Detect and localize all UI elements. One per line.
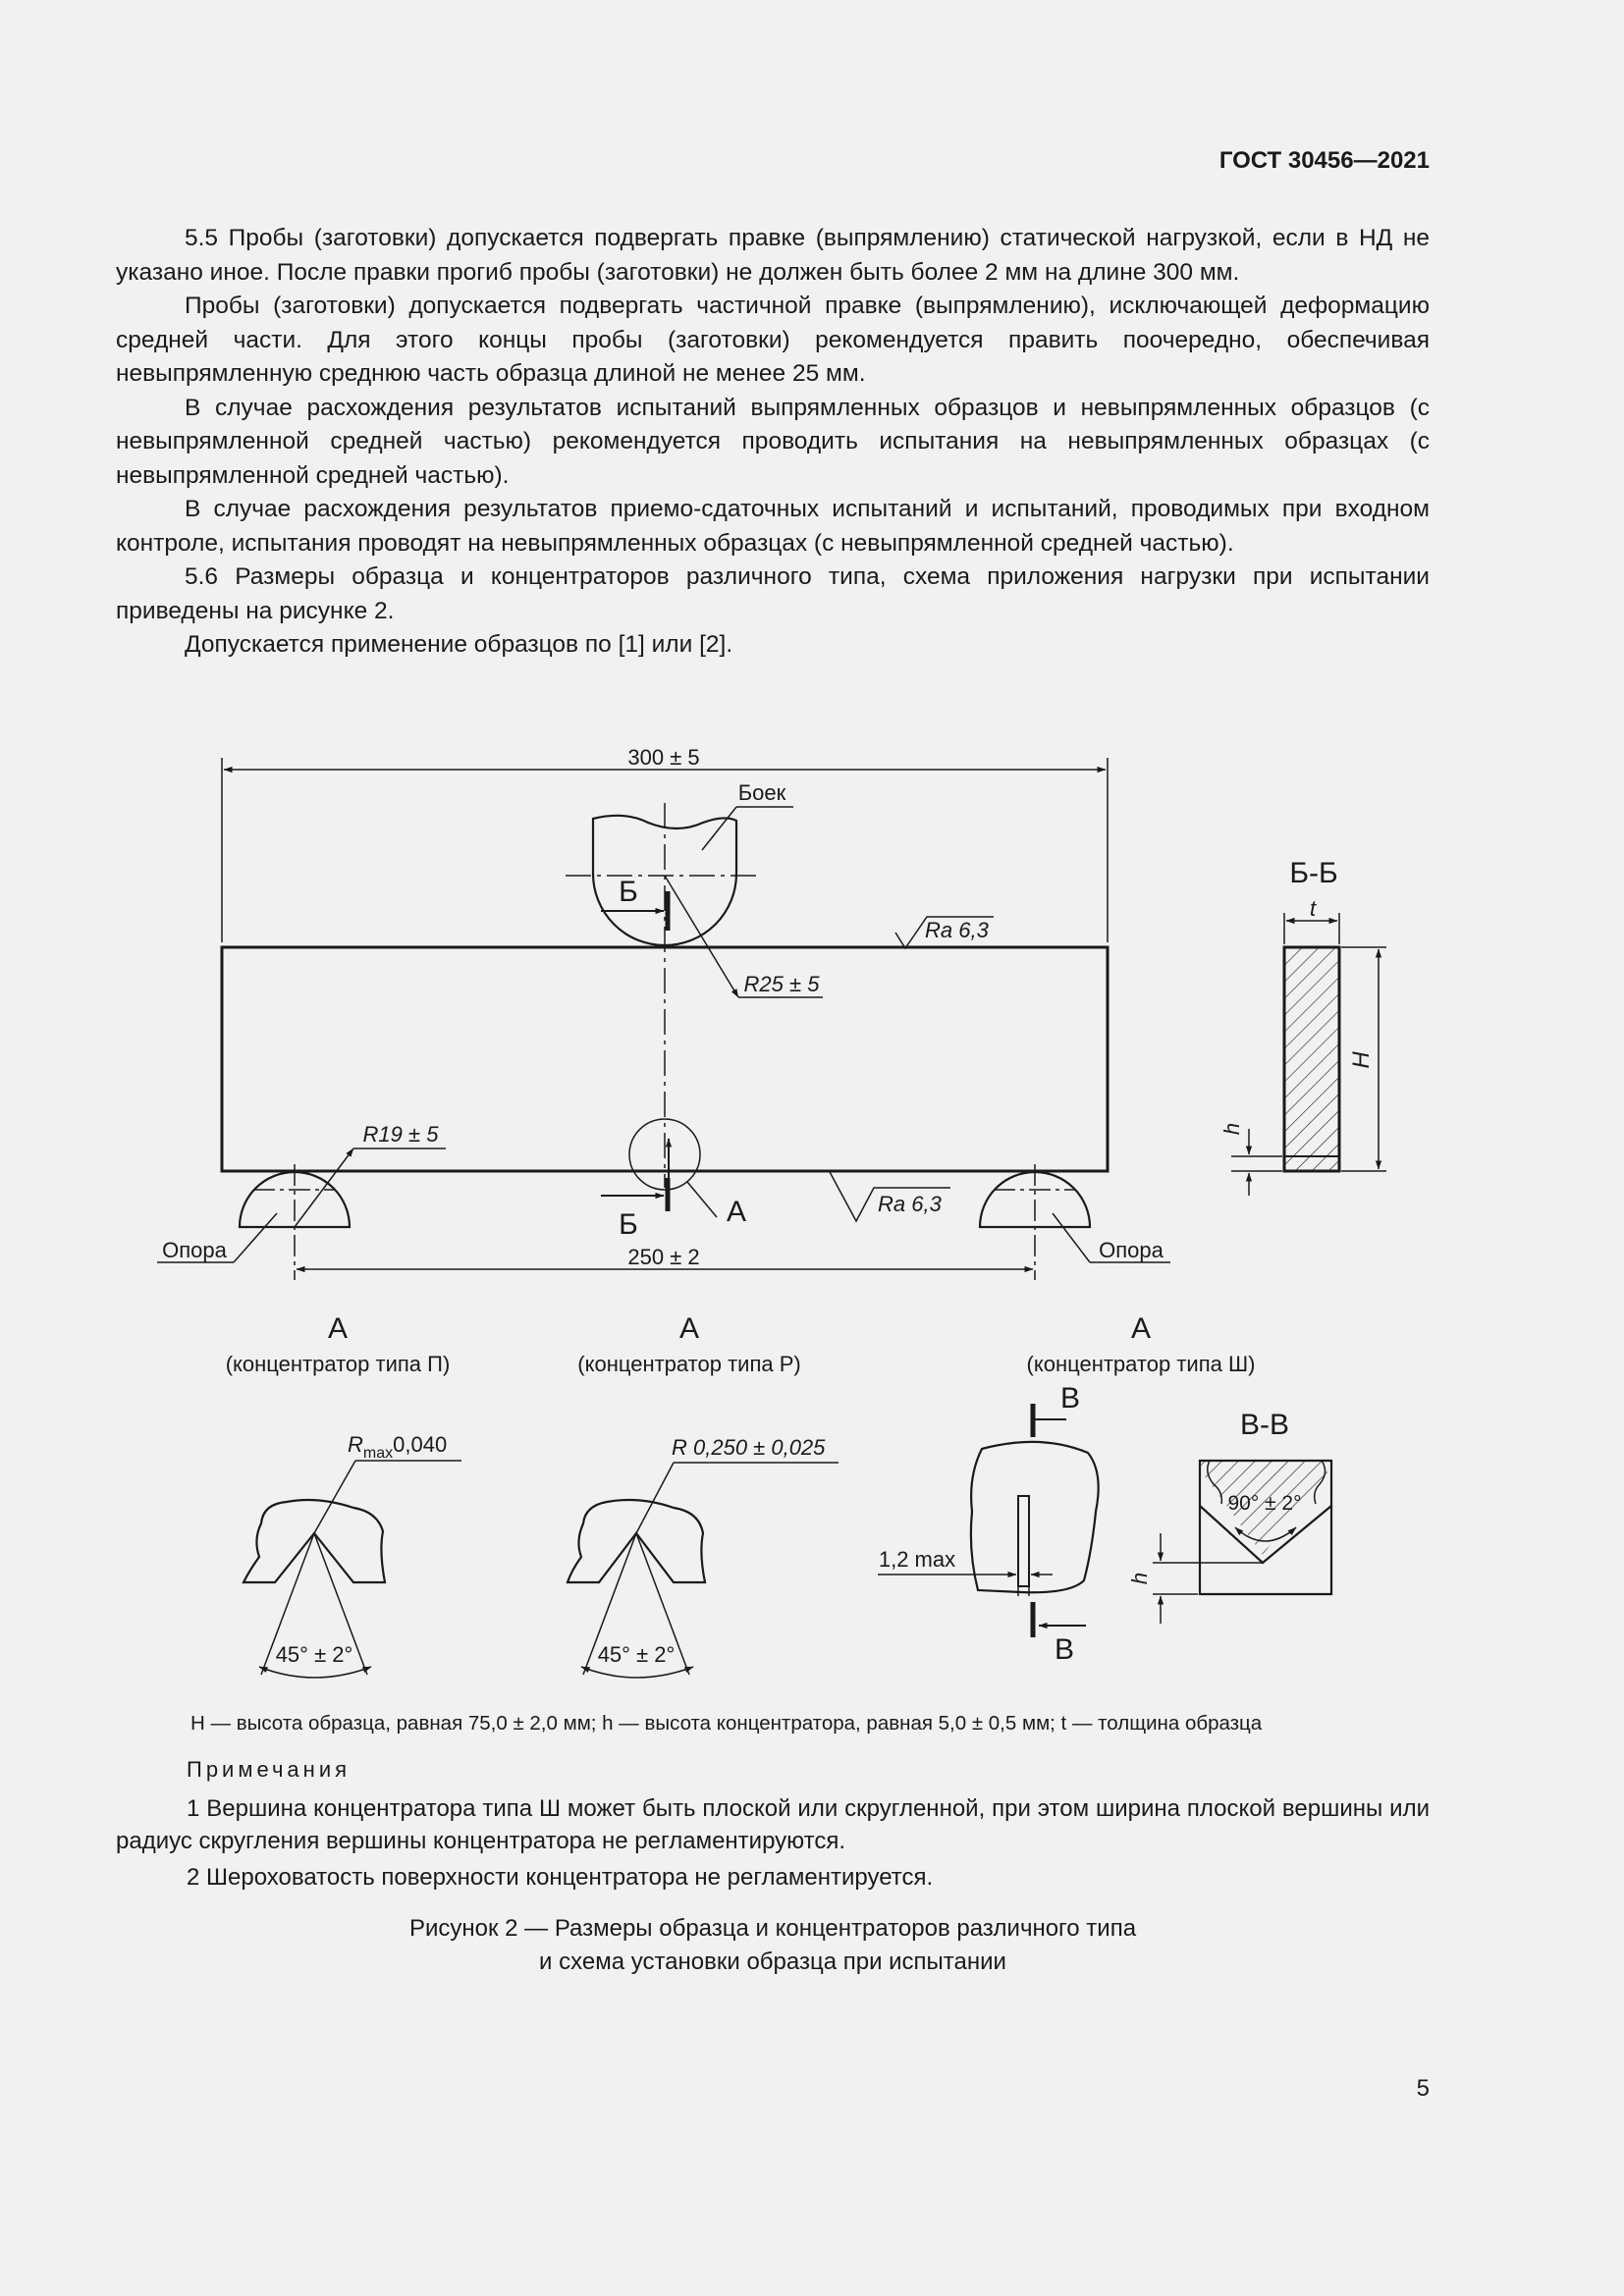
paragraph: Пробы (заготовки) допускается подвергать частичной правке (выпрямлению), исключающей деформацию средней части. Для этого концы пробы (заготовки) рекомендуется править поочередно, обеспечивая невыпрямленную среднюю часть образца длиной не менее 25 мм. [116,293,1430,387]
view-a-type-sh: (концентратор типа Ш) [1026,1352,1256,1376]
leader-rmax [314,1461,355,1533]
paragraph: Допускается применение образцов по [1] или [2]. [185,631,733,658]
caption-line: и схема установки образца при испытании [539,1949,1006,1975]
figure-caption [0,1912,1545,1979]
label-roughness-top: Ra 6,3 [925,918,989,942]
label-h-notch: h [1127,1572,1152,1585]
note-item: 1 Вершина концентратора типа Ш может быть плоской или скругленной, при этом ширина плоской вершины или радиус скругления вершины концентратора не регламентируются. [116,1795,1430,1854]
view-a-type-r: (концентратор типа Р) [577,1352,801,1376]
notes-title: Примечания [187,1757,352,1782]
notch-p-profile [244,1500,385,1582]
label-mark-v-bottom: В [1054,1633,1075,1666]
label-angle-90: 90° ± 2° [1227,1492,1302,1515]
label-section-b-b: Б-Б [1289,857,1338,889]
label-view-a: А [726,1196,747,1228]
view-a-title-r: А [678,1312,700,1345]
label-rmax: $R_{max}0,040$ [348,1432,448,1462]
view-a-title-p: А [327,1312,349,1345]
label-roughness-bottom: Ra 6,3 [878,1192,942,1216]
figure-2-drawing [0,726,1624,1708]
view-a-title-sh: А [1130,1312,1152,1345]
note-item: 2 Шероховатость поверхности концентратора не регламентируется. [187,1864,934,1891]
label-section-b-bottom: Б [619,1208,638,1241]
label-section-b-top: Б [619,876,638,908]
label-dim-250: 250 ± 2 [627,1245,700,1269]
standard-header: ГОСТ 30456—2021 [1218,147,1430,174]
leader-r025 [636,1463,674,1533]
label-h-section: h [1219,1122,1244,1136]
label-mark-v-top: В [1059,1382,1081,1415]
paragraph: 5.5 Пробы (заготовки) допускается подвергать правке (выпрямлению) статической нагрузкой, если в НД не указано иное. После правки прогиб пробы (заготовки) не должен быть более 2 мм на длине 300 мм. [116,225,1430,286]
page-number: 5 [1416,2075,1430,2102]
body-text [116,222,1430,663]
label-angle-r: 45° ± 2° [597,1642,676,1667]
notch-sh-front [971,1442,1099,1592]
paragraph: 5.6 Размеры образца и концентраторов различного типа, схема приложения нагрузки при испытании приведены на рисунке 2. [116,563,1430,624]
paragraph: В случае расхождения результатов испытаний выпрямленных образцов и невыпрямленных образцов (с невыпрямленной средней частью) рекомендуется проводить испытания на невыпрямленных образцах (с невыпрямленной средней частью). [116,394,1430,489]
label-angle-p: 45° ± 2° [275,1642,353,1667]
slot [1018,1496,1029,1586]
label-section-v-v: В-В [1239,1409,1290,1441]
label-H: H [1348,1051,1375,1069]
label-r19: R19 ± 5 [362,1122,439,1147]
label-t: t [1309,896,1317,921]
label-striker: Боек [737,780,786,805]
notes [116,1792,1430,1897]
label-dim-300: 300 ± 5 [627,745,700,770]
paragraph: В случае расхождения результатов приемо-сдаточных испытаний и испытаний, проводимых при входном контроле, испытания проводят на невыпрямленных образцах (с невыпрямленной средней частью). [116,496,1430,557]
figure-legend: H — высота образца, равная 75,0 ± 2,0 мм; h — высота концентратора, равная 5,0 ± 0,5 мм; t — толщина образца [190,1712,1263,1735]
label-support-right: Опора [1099,1238,1164,1262]
view-a-type-p: (концентратор типа П) [225,1352,451,1376]
caption-line: Рисунок 2 — Размеры образца и концентраторов различного типа [408,1915,1137,1942]
section-b-b [1284,947,1339,1171]
label-r-radius: R 0,250 ± 0,025 [672,1435,826,1460]
notch-r-profile [568,1500,705,1582]
label-width-max: 1,2 max [878,1547,956,1572]
label-support-left: Опора [162,1238,227,1262]
label-r25: R25 ± 5 [743,972,820,996]
